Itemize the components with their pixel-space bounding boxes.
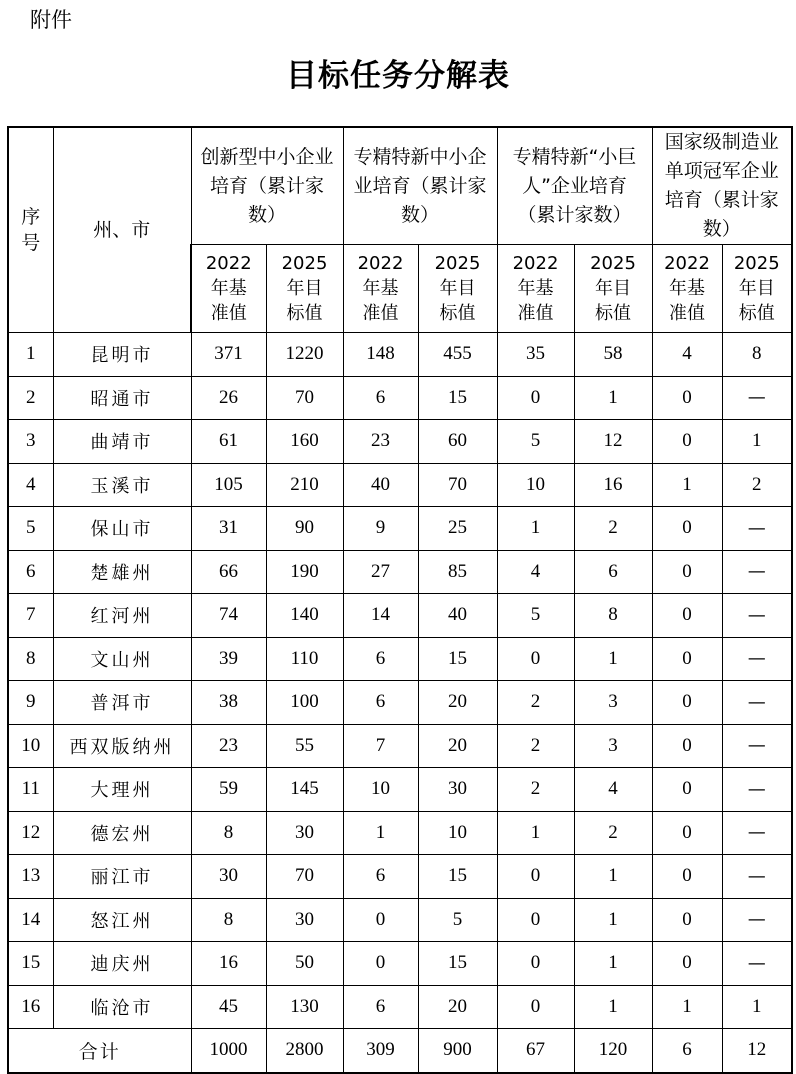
subheader-target-2025: 2025年目标值 bbox=[266, 245, 343, 333]
cell-value: 59 bbox=[191, 768, 266, 812]
cell-city: 临沧市 bbox=[53, 985, 191, 1029]
cell-seq: 16 bbox=[8, 985, 53, 1029]
cell-value: 58 bbox=[574, 333, 652, 377]
cell-value: 2 bbox=[722, 463, 792, 507]
header-group-specialized: 专精特新中小企业培育（累计家数） bbox=[343, 127, 497, 245]
cell-value: 100 bbox=[266, 681, 343, 725]
cell-city: 昭通市 bbox=[53, 376, 191, 420]
cell-value: 45 bbox=[191, 985, 266, 1029]
total-label: 合计 bbox=[8, 1029, 191, 1073]
cell-value: — bbox=[722, 376, 792, 420]
cell-value: 2 bbox=[497, 681, 574, 725]
cell-value: 4 bbox=[574, 768, 652, 812]
cell-value: 10 bbox=[343, 768, 418, 812]
table-row bbox=[8, 376, 792, 420]
cell-value: 0 bbox=[497, 637, 574, 681]
cell-value: 1 bbox=[574, 376, 652, 420]
table-row bbox=[8, 681, 792, 725]
cell-value: 30 bbox=[418, 768, 497, 812]
table-row bbox=[8, 333, 792, 377]
cell-seq: 8 bbox=[8, 637, 53, 681]
header-seq: 序号 bbox=[8, 127, 53, 333]
total-value: 12 bbox=[722, 1029, 792, 1073]
cell-value: 3 bbox=[574, 681, 652, 725]
cell-value: 6 bbox=[574, 550, 652, 594]
total-value: 67 bbox=[497, 1029, 574, 1073]
cell-value: — bbox=[722, 811, 792, 855]
cell-value: 66 bbox=[191, 550, 266, 594]
cell-value: 74 bbox=[191, 594, 266, 638]
cell-value: 20 bbox=[418, 724, 497, 768]
cell-value: 3 bbox=[574, 724, 652, 768]
cell-value: 1 bbox=[652, 463, 722, 507]
total-value: 900 bbox=[418, 1029, 497, 1073]
subheader-target-2025: 2025年目标值 bbox=[418, 245, 497, 333]
cell-value: 30 bbox=[191, 855, 266, 899]
cell-value: 0 bbox=[343, 942, 418, 986]
cell-seq: 1 bbox=[8, 333, 53, 377]
cell-value: 148 bbox=[343, 333, 418, 377]
cell-value: 1 bbox=[574, 942, 652, 986]
cell-value: 130 bbox=[266, 985, 343, 1029]
cell-value: 0 bbox=[497, 855, 574, 899]
cell-value: 1 bbox=[497, 507, 574, 551]
cell-value: 8 bbox=[722, 333, 792, 377]
cell-seq: 9 bbox=[8, 681, 53, 725]
cell-value: 0 bbox=[652, 768, 722, 812]
page-title: 目标任务分解表 bbox=[286, 58, 510, 94]
cell-value: 0 bbox=[652, 724, 722, 768]
cell-value: — bbox=[722, 942, 792, 986]
cell-value: 1 bbox=[343, 811, 418, 855]
cell-value: 0 bbox=[497, 985, 574, 1029]
cell-value: 2 bbox=[574, 507, 652, 551]
header-group-champion: 国家级制造业单项冠军企业培育（累计家数） bbox=[652, 127, 792, 245]
cell-value: 2 bbox=[497, 768, 574, 812]
cell-value: — bbox=[722, 724, 792, 768]
table-row bbox=[8, 507, 792, 551]
cell-value: 85 bbox=[418, 550, 497, 594]
cell-seq: 10 bbox=[8, 724, 53, 768]
table-row bbox=[8, 724, 792, 768]
total-value: 309 bbox=[343, 1029, 418, 1073]
cell-value: 0 bbox=[652, 942, 722, 986]
cell-value: 0 bbox=[343, 898, 418, 942]
cell-value: 35 bbox=[497, 333, 574, 377]
cell-value: 0 bbox=[652, 420, 722, 464]
cell-value: 0 bbox=[652, 898, 722, 942]
total-value: 2800 bbox=[266, 1029, 343, 1073]
table-row bbox=[8, 811, 792, 855]
cell-value: 15 bbox=[418, 637, 497, 681]
cell-value: 39 bbox=[191, 637, 266, 681]
cell-value: 160 bbox=[266, 420, 343, 464]
attachment-label: 附件 bbox=[30, 8, 72, 32]
cell-value: — bbox=[722, 855, 792, 899]
cell-value: 1 bbox=[497, 811, 574, 855]
cell-value: 1 bbox=[574, 985, 652, 1029]
cell-value: 455 bbox=[418, 333, 497, 377]
cell-value: 23 bbox=[191, 724, 266, 768]
cell-value: 15 bbox=[418, 376, 497, 420]
cell-value: 210 bbox=[266, 463, 343, 507]
cell-value: 50 bbox=[266, 942, 343, 986]
table-row bbox=[8, 550, 792, 594]
table-row bbox=[8, 942, 792, 986]
cell-value: 190 bbox=[266, 550, 343, 594]
cell-value: 371 bbox=[191, 333, 266, 377]
cell-value: 105 bbox=[191, 463, 266, 507]
table-row bbox=[8, 768, 792, 812]
cell-value: 38 bbox=[191, 681, 266, 725]
cell-value: 5 bbox=[418, 898, 497, 942]
cell-value: 40 bbox=[418, 594, 497, 638]
cell-value: 5 bbox=[497, 420, 574, 464]
cell-value: 70 bbox=[418, 463, 497, 507]
cell-value: 8 bbox=[191, 811, 266, 855]
cell-value: 8 bbox=[574, 594, 652, 638]
cell-city: 大理州 bbox=[53, 768, 191, 812]
table-row bbox=[8, 985, 792, 1029]
cell-value: 16 bbox=[574, 463, 652, 507]
cell-value: 27 bbox=[343, 550, 418, 594]
header-group-innovative: 创新型中小企业培育（累计家数） bbox=[191, 127, 343, 245]
cell-value: 1 bbox=[574, 637, 652, 681]
cell-value: — bbox=[722, 768, 792, 812]
cell-city: 曲靖市 bbox=[53, 420, 191, 464]
subheader-target-2025: 2025年目标值 bbox=[722, 245, 792, 333]
cell-value: 8 bbox=[191, 898, 266, 942]
cell-value: 15 bbox=[418, 855, 497, 899]
cell-value: 60 bbox=[418, 420, 497, 464]
cell-value: 70 bbox=[266, 855, 343, 899]
cell-value: 6 bbox=[343, 985, 418, 1029]
cell-value: — bbox=[722, 898, 792, 942]
cell-city: 保山市 bbox=[53, 507, 191, 551]
table-row bbox=[8, 637, 792, 681]
cell-value: 0 bbox=[652, 550, 722, 594]
cell-city: 德宏州 bbox=[53, 811, 191, 855]
cell-seq: 3 bbox=[8, 420, 53, 464]
cell-value: 20 bbox=[418, 985, 497, 1029]
cell-city: 西双版纳州 bbox=[53, 724, 191, 768]
table-row bbox=[8, 898, 792, 942]
cell-value: — bbox=[722, 637, 792, 681]
cell-value: 9 bbox=[343, 507, 418, 551]
cell-value: 25 bbox=[418, 507, 497, 551]
cell-value: 6 bbox=[343, 681, 418, 725]
cell-value: 2 bbox=[497, 724, 574, 768]
cell-city: 红河州 bbox=[53, 594, 191, 638]
cell-value: 31 bbox=[191, 507, 266, 551]
cell-value: — bbox=[722, 681, 792, 725]
subheader-base-2022: 2022年基准值 bbox=[497, 245, 574, 333]
cell-value: 6 bbox=[343, 855, 418, 899]
total-value: 120 bbox=[574, 1029, 652, 1073]
cell-value: 14 bbox=[343, 594, 418, 638]
cell-value: 26 bbox=[191, 376, 266, 420]
cell-city: 丽江市 bbox=[53, 855, 191, 899]
cell-value: 12 bbox=[574, 420, 652, 464]
cell-value: 0 bbox=[652, 507, 722, 551]
cell-value: 7 bbox=[343, 724, 418, 768]
cell-value: 10 bbox=[418, 811, 497, 855]
cell-seq: 11 bbox=[8, 768, 53, 812]
cell-value: 1220 bbox=[266, 333, 343, 377]
cell-city: 普洱市 bbox=[53, 681, 191, 725]
cell-value: 0 bbox=[652, 681, 722, 725]
cell-seq: 13 bbox=[8, 855, 53, 899]
cell-value: 4 bbox=[497, 550, 574, 594]
cell-value: 6 bbox=[343, 376, 418, 420]
cell-city: 玉溪市 bbox=[53, 463, 191, 507]
total-value: 1000 bbox=[191, 1029, 266, 1073]
cell-value: 4 bbox=[652, 333, 722, 377]
cell-value: 0 bbox=[652, 376, 722, 420]
cell-value: 0 bbox=[497, 942, 574, 986]
cell-value: 16 bbox=[191, 942, 266, 986]
cell-value: 30 bbox=[266, 898, 343, 942]
subheader-base-2022: 2022年基准值 bbox=[191, 245, 266, 333]
cell-value: 40 bbox=[343, 463, 418, 507]
table-row bbox=[8, 463, 792, 507]
subheader-base-2022: 2022年基准值 bbox=[343, 245, 418, 333]
total-row bbox=[8, 1029, 792, 1073]
cell-value: 0 bbox=[652, 855, 722, 899]
subheader-base-2022: 2022年基准值 bbox=[652, 245, 722, 333]
cell-value: 90 bbox=[266, 507, 343, 551]
cell-value: 23 bbox=[343, 420, 418, 464]
cell-value: 20 bbox=[418, 681, 497, 725]
cell-value: 1 bbox=[722, 985, 792, 1029]
cell-value: — bbox=[722, 550, 792, 594]
table-row bbox=[8, 594, 792, 638]
header-city: 州、市 bbox=[53, 127, 191, 333]
cell-value: 30 bbox=[266, 811, 343, 855]
cell-value: 145 bbox=[266, 768, 343, 812]
cell-value: 1 bbox=[652, 985, 722, 1029]
cell-city: 迪庆州 bbox=[53, 942, 191, 986]
cell-value: 10 bbox=[497, 463, 574, 507]
cell-value: 5 bbox=[497, 594, 574, 638]
table-row bbox=[8, 420, 792, 464]
cell-value: 61 bbox=[191, 420, 266, 464]
cell-value: 15 bbox=[418, 942, 497, 986]
cell-value: 0 bbox=[652, 637, 722, 681]
cell-seq: 2 bbox=[8, 376, 53, 420]
cell-seq: 12 bbox=[8, 811, 53, 855]
cell-seq: 15 bbox=[8, 942, 53, 986]
cell-value: 2 bbox=[574, 811, 652, 855]
cell-value: 0 bbox=[652, 594, 722, 638]
subheader-target-2025: 2025年目标值 bbox=[574, 245, 652, 333]
table-row bbox=[8, 855, 792, 899]
header-group-little-giant: 专精特新“小巨人”企业培育（累计家数） bbox=[497, 127, 652, 245]
cell-value: 1 bbox=[574, 898, 652, 942]
cell-value: — bbox=[722, 594, 792, 638]
cell-city: 怒江州 bbox=[53, 898, 191, 942]
cell-value: 0 bbox=[497, 376, 574, 420]
cell-value: 0 bbox=[497, 898, 574, 942]
cell-value: 70 bbox=[266, 376, 343, 420]
cell-city: 文山州 bbox=[53, 637, 191, 681]
cell-value: 1 bbox=[574, 855, 652, 899]
cell-value: 140 bbox=[266, 594, 343, 638]
cell-value: 6 bbox=[343, 637, 418, 681]
cell-value: 55 bbox=[266, 724, 343, 768]
cell-city: 昆明市 bbox=[53, 333, 191, 377]
target-task-table bbox=[7, 126, 793, 1074]
total-value: 6 bbox=[652, 1029, 722, 1073]
cell-city: 楚雄州 bbox=[53, 550, 191, 594]
cell-seq: 4 bbox=[8, 463, 53, 507]
cell-seq: 7 bbox=[8, 594, 53, 638]
cell-seq: 5 bbox=[8, 507, 53, 551]
cell-value: 110 bbox=[266, 637, 343, 681]
cell-seq: 14 bbox=[8, 898, 53, 942]
cell-value: 0 bbox=[652, 811, 722, 855]
cell-value: 1 bbox=[722, 420, 792, 464]
cell-seq: 6 bbox=[8, 550, 53, 594]
cell-value: — bbox=[722, 507, 792, 551]
